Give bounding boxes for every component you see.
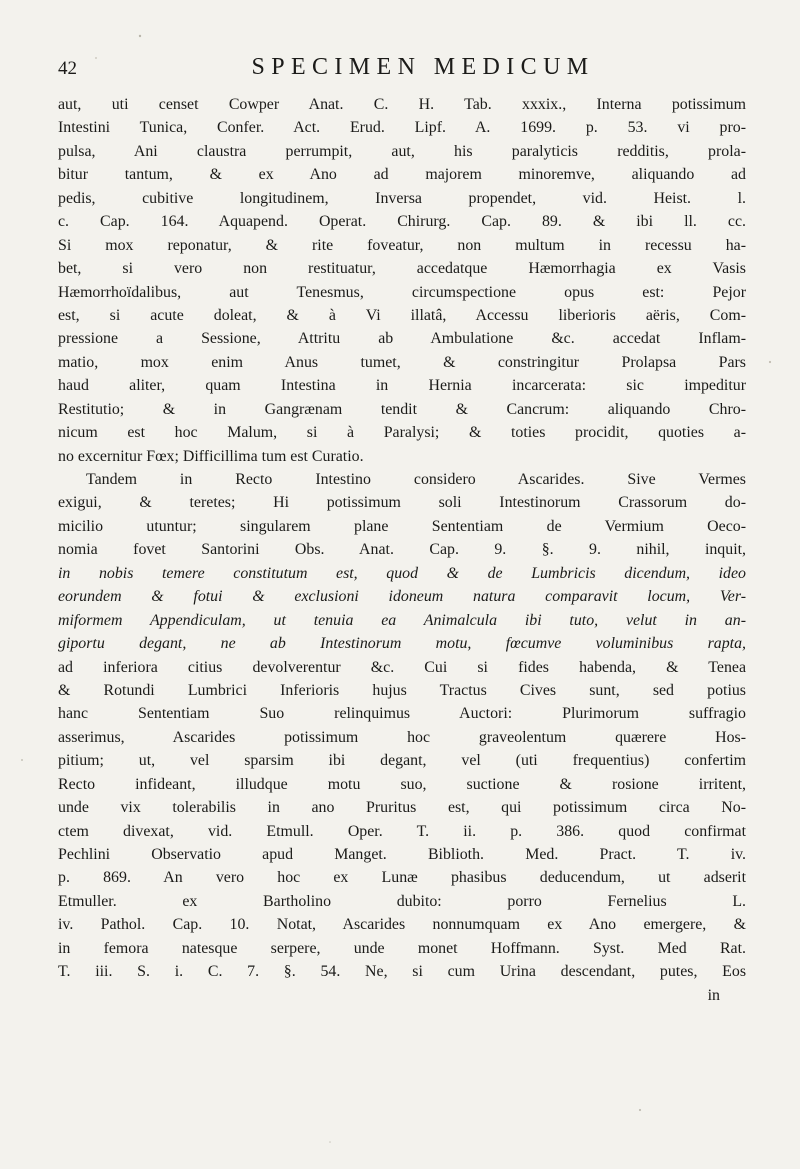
text-line: est, si acute doleat, & à Vi illatâ, Accessu liberioris aëris, Com- xyxy=(58,306,746,324)
text-line: pedis, cubitive longitudinem, Inversa propendet, vid. Heist. l. xyxy=(58,189,746,207)
text-line: iv. Pathol. Cap. 10. Notat, Ascarides nonnumquam ex Ano emergere, & xyxy=(58,916,746,934)
text-line: giportu degant, ne ab Intestinorum motu, fœcumve voluminibus rapta, xyxy=(58,635,746,653)
text-line: eorundem & fotui & exclusioni idoneum natura comparavit locum, Ver- xyxy=(58,588,746,606)
body-text xyxy=(58,93,746,1007)
text-line: no excernitur Fœx; Difficillima tum est Curatio. xyxy=(58,447,364,465)
text-line: matio, mox enim Anus tumet, & constringitur Prolapsa Pars xyxy=(58,353,746,371)
text-line: pressione a Sessione, Attritu ab Ambulatione &c. accedat Inflam- xyxy=(58,330,746,348)
text-line: in nobis temere constitutum est, quod & de Lumbricis dicendum, ideo xyxy=(58,564,746,582)
text-line: Recto infideant, illudque motu suo, suctione & rosione irritent, xyxy=(58,775,746,793)
text-line: pulsa, Ani claustra perrumpit, aut, his paralyticis redditis, prola- xyxy=(58,142,746,160)
text-line: ctem divexat, vid. Etmull. Oper. T. ii. p. 386. quod confirmat xyxy=(58,822,746,840)
text-line: nicum est hoc Malum, si à Paralysi; & toties procidit, quoties a- xyxy=(58,424,746,442)
text-line: exigui, & teretes; Hi potissimum soli Intestinorum Crassorum do- xyxy=(58,494,746,512)
text-line: aut, uti censet Cowper Anat. C. H. Tab. xxxix., Interna potissimum xyxy=(58,96,746,113)
text-line: unde vix tolerabilis in ano Pruritus est, qui potissimum circa No- xyxy=(58,799,746,817)
page-header xyxy=(58,54,748,88)
text-line: Tandem in Recto Intestino considero Ascarides. Sive Vermes xyxy=(86,471,746,488)
text-line: Intestini Tunica, Confer. Act. Erud. Lipf. A. 1699. p. 53. vi pro- xyxy=(58,119,746,137)
text-line: hanc Sententiam Suo relinquimus Auctori: Plurimorum suffragio xyxy=(58,705,746,723)
text-line: Pechlini Observatio apud Manget. Biblioth. Med. Pract. T. iv. xyxy=(58,846,746,863)
running-head: SPECIMEN MEDICUM xyxy=(251,54,595,80)
text-line: bitur tantum, & ex Ano ad majorem minoremve, aliquando ad xyxy=(58,166,746,184)
text-line: nomia fovet Santorini Obs. Anat. Cap. 9. §. 9. nihil, inquit, xyxy=(58,541,746,559)
page-number: 42 xyxy=(58,58,77,79)
text-line: c. Cap. 164. Aquapend. Operat. Chirurg. Cap. 89. & ibi ll. cc. xyxy=(58,213,746,231)
text-line: bet, si vero non restituatur, accedatque Hæmorrhagia ex Vasis xyxy=(58,260,746,278)
text-line: Restitutio; & in Gangrænam tendit & Cancrum: aliquando Chro- xyxy=(58,400,746,418)
text-line: T. iii. S. i. C. 7. §. 54. Ne, si cum Urina descendant, putes, Eos xyxy=(58,963,746,981)
text-line: micilio utuntur; singularem plane Sententiam de Vermium Oeco- xyxy=(58,517,746,535)
catchword: in xyxy=(707,986,720,1004)
text-line: asserimus, Ascarides potissimum hoc graveolentum quærere Hos- xyxy=(58,728,746,746)
text-line: miformem Appendiculam, ut tenuia ea Animalcula ibi tuto, velut in an- xyxy=(58,611,746,629)
text-line: Si mox reponatur, & rite foveatur, non multum in recessu ha- xyxy=(58,236,746,254)
text-line: pitium; ut, vel sparsim ibi degant, vel (uti frequentius) confertim xyxy=(58,752,746,770)
text-line: ad inferiora citius devolverentur &c. Cui si fides habenda, & Tenea xyxy=(58,658,746,676)
text-line: in femora natesque serpere, unde monet Hoffmann. Syst. Med Rat. xyxy=(58,939,746,957)
text-line: haud aliter, quam Intestina in Hernia incarcerata: sic impeditur xyxy=(58,377,746,395)
text-line: p. 869. An vero hoc ex Lunæ phasibus deducendum, ut adserit xyxy=(58,869,746,887)
text-line: Etmuller. ex Bartholino dubito: porro Fernelius L. xyxy=(58,892,746,910)
text-line: Hæmorrhoïdalibus, aut Tenesmus, circumspectione opus est: Pejor xyxy=(58,283,746,301)
text-line: & Rotundi Lumbrici Inferioris hujus Tractus Cives sunt, sed potius xyxy=(58,681,746,699)
